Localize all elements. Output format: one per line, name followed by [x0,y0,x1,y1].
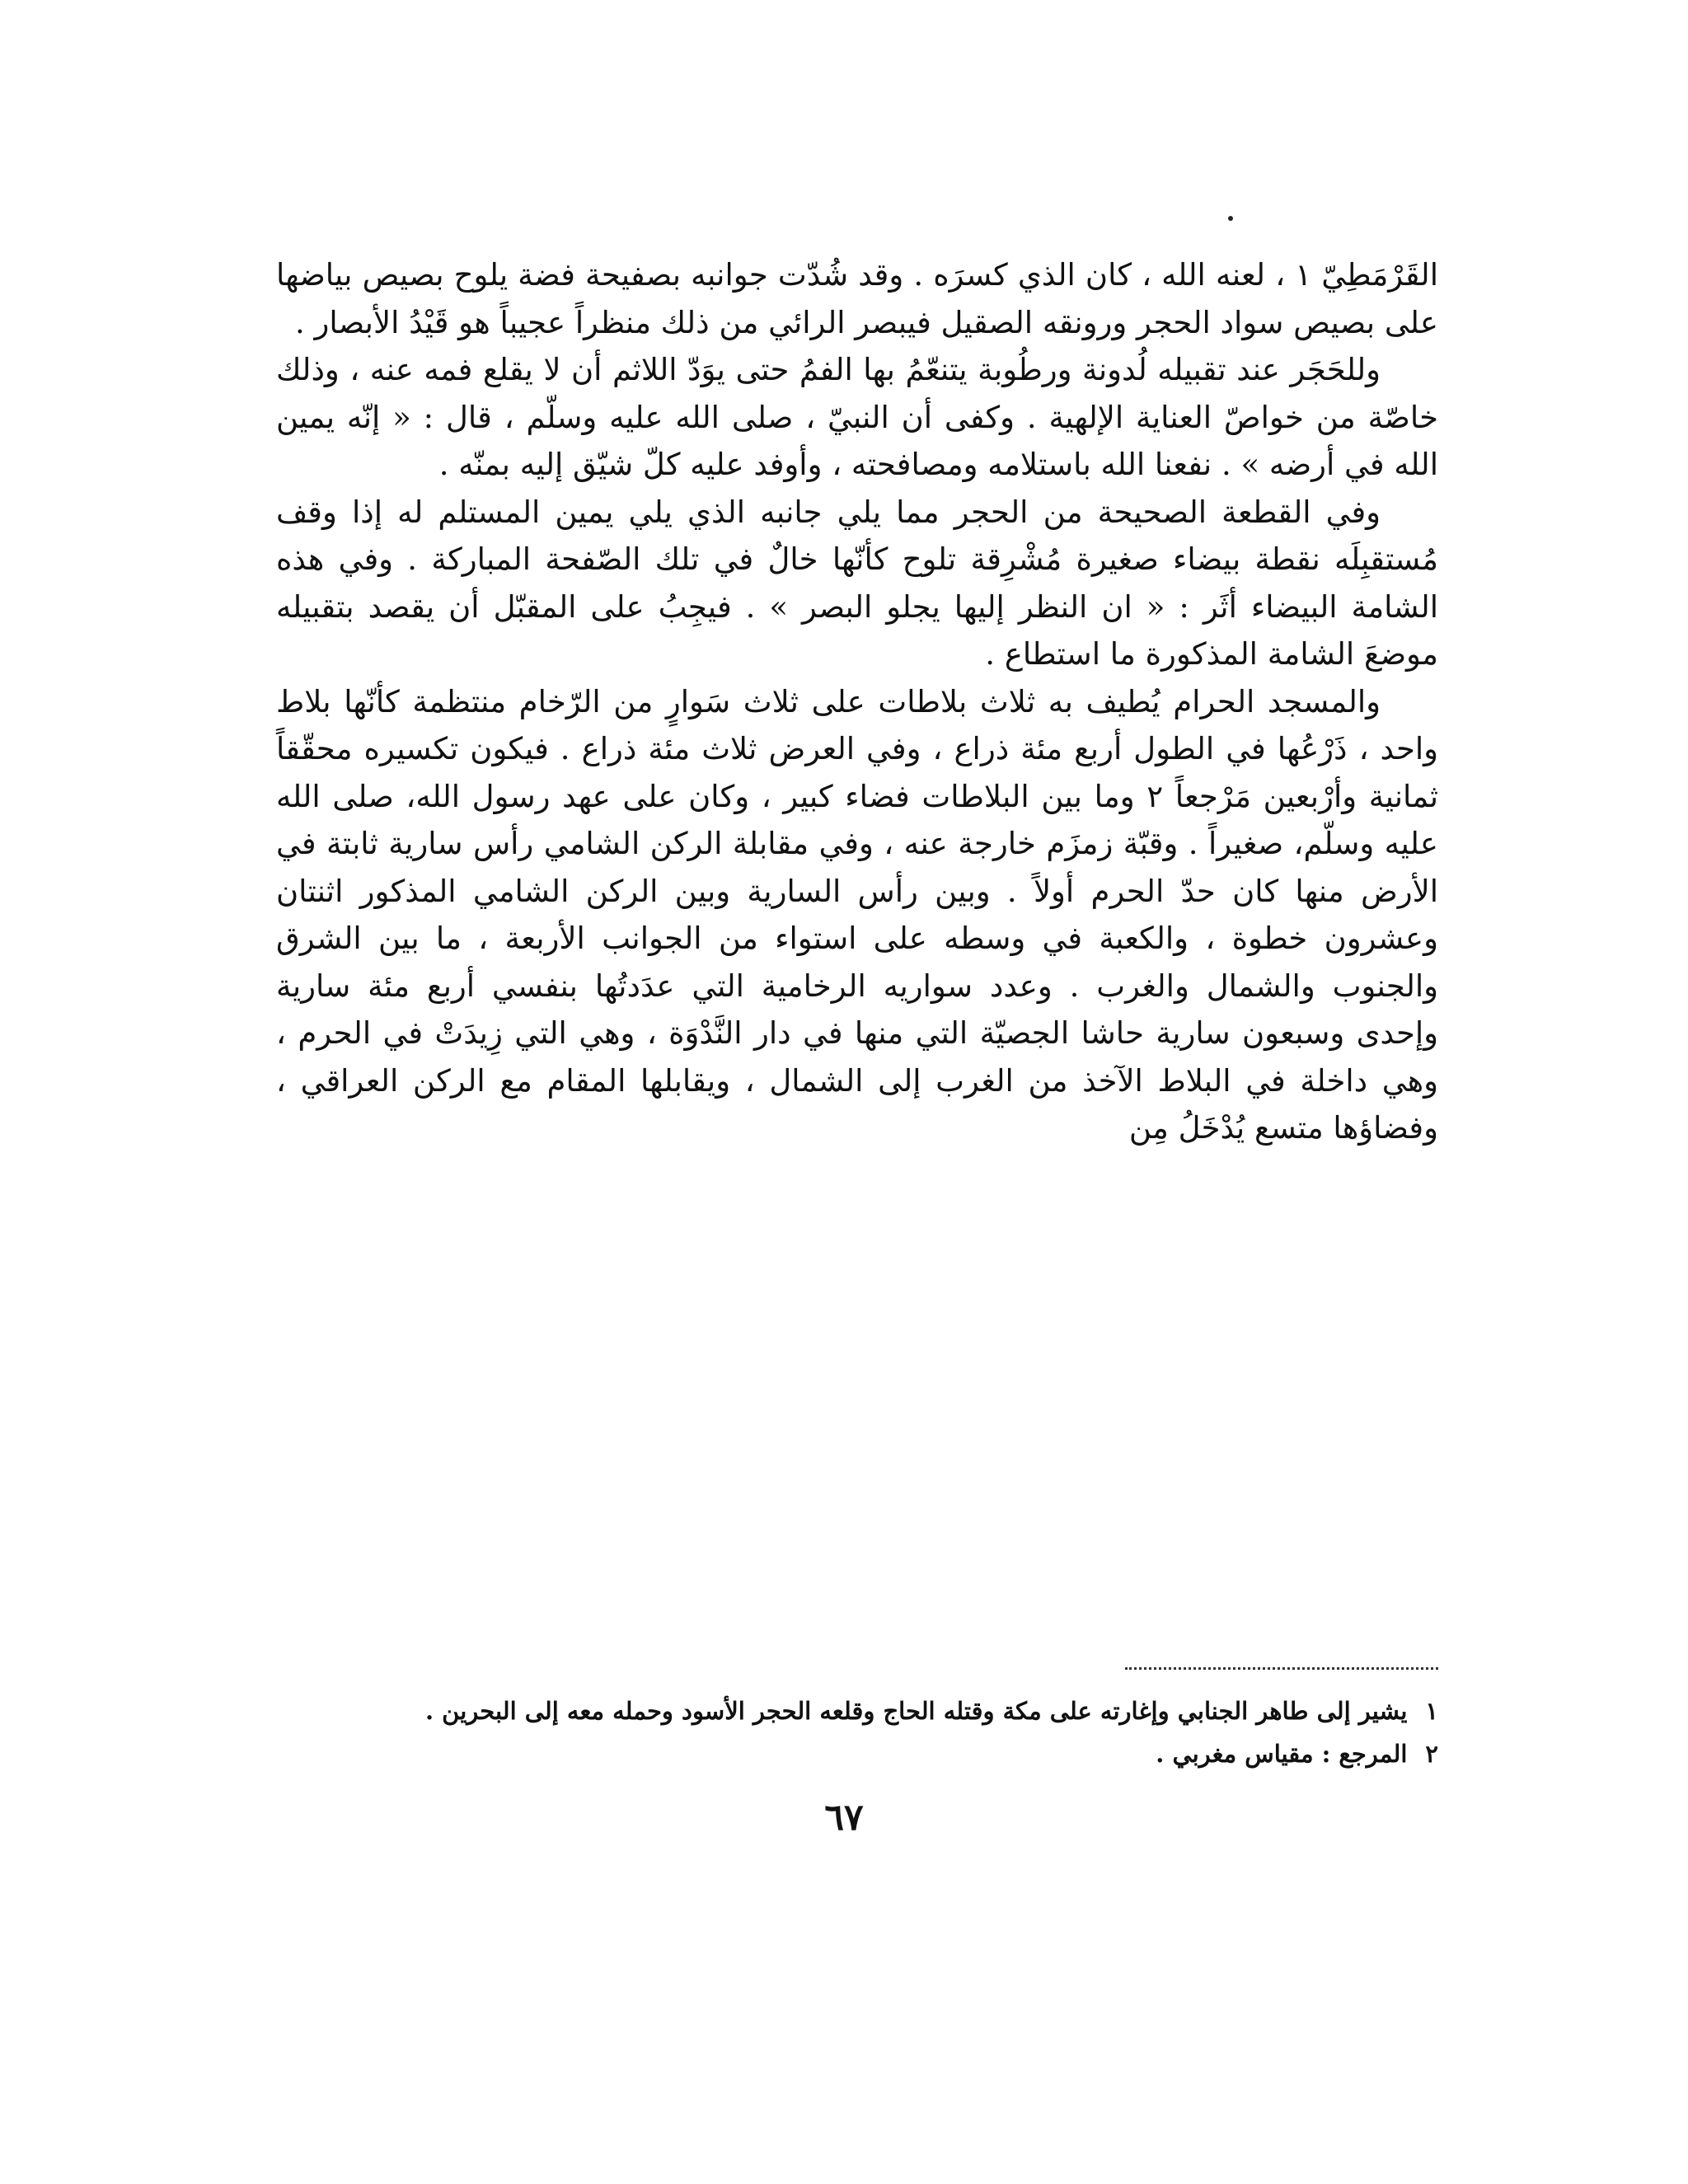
paragraph-4: والمسجد الحرام يُطيف به ثلاث بلاطات على ثلاث سَوارٍ من الرّخام منتظمة كأنّها بلاط واحد ، ذَرْعُها في الطول أربع مئة ذراع ، وفي العرض ثلاث مئة ذراع . فيكون تكسيره محقّقاً ثمانية وأرْبعين مَرْجعاً ٢ وما بين البلاطات فضاء كبير ، وكان على عهد رسول الله، صلى الله عليه وسلّم، صغيراً . وقبّة زمزَم خارجة عنه ، وفي مقابلة الركن الشامي رأس سارية ثابتة في الأرض منها كان حدّ الحرم أولاً . وبين رأس السارية وبين الركن الشامي المذكور اثنتان وعشرون خطوة ، والكعبة في وسطه على استواء من الجوانب الأربعة ، ما بين الشرق والجنوب والشمال والغرب . وعدد سواريه الرخامية التي عدَدتُها بنفسي أربع مئة سارية وإحدى وسبعون سارية حاشا الجصيّة التي منها في دار النَّدْوَة ، وهي التي زِيدَتْ في الحرم ، وهي داخلة في البلاط الآخذ من الغرب إلى الشمال ، ويقابلها المقام مع الركن العراقي ، وفضاؤها متسع يُدْخَلُ مِن [276,683,1438,1146]
footnote-2 [276,1732,1438,1775]
paragraph-2: وللحَجَر عند تقبيله لُدونة ورطُوبة يتنعّمُ بها الفمُ حتى يوَدّ اللاثم أن لا يقلع فمه عنه ، وذلك خاصّة من خواصّ العناية الإلهية . وكفى أن النبيّ ، صلى الله عليه وسلّم ، قال : « إنّه يمين الله في أرضه » . نفعنا الله باستلامه ومصافحته ، وأوفد عليه كلّ شيّق إليه بمنّه . [276,352,1438,482]
main-text-block [276,251,1438,1152]
paragraph-1: القَرْمَطِيّ ١ ، لعنه الله ، كان الذي كسرَه . وقد شُدّت جوانبه بصفيحة فضة يلوح بصيص بياضها على بصيص سواد الحجر ورونقه الصقيل فيبصر الرائي من ذلك منظراً عجيباً هو قَيْدُ الأبصار . [276,257,1438,340]
stray-dot [1228,216,1233,221]
footnote-divider [1125,1667,1438,1670]
footnote-text: يشير إلى طاهر الجنابي وإغارته على مكة وقتله الحاج وقلعه الحجر الأسود وحمله معه إلى البحرين . [424,1697,1408,1725]
page-number: ٦٧ [824,1797,864,1839]
paragraph-3: وفي القطعة الصحيحة من الحجر مما يلي جانبه الذي يلي يمين المستلم له إذا وقف مُستقبِلَه نقطة بيضاء صغيرة مُشْرِقة تلوح كأنّها خالٌ في تلك الصّفحة المباركة . وفي هذه الشامة البيضاء أثَر : « ان النظر إليها يجلو البصر » . فيجِبُ على المقبّل أن يقصد بتقبيله موضعَ الشامة المذكورة ما استطاع . [276,494,1438,672]
footnote-number: ٢ [1425,1740,1438,1768]
footnote-number: ١ [1425,1697,1438,1725]
footnotes [276,1690,1438,1775]
footnote-text: المرجع : مقياس مغربي . [1156,1740,1408,1768]
footnote-1 [276,1690,1438,1732]
